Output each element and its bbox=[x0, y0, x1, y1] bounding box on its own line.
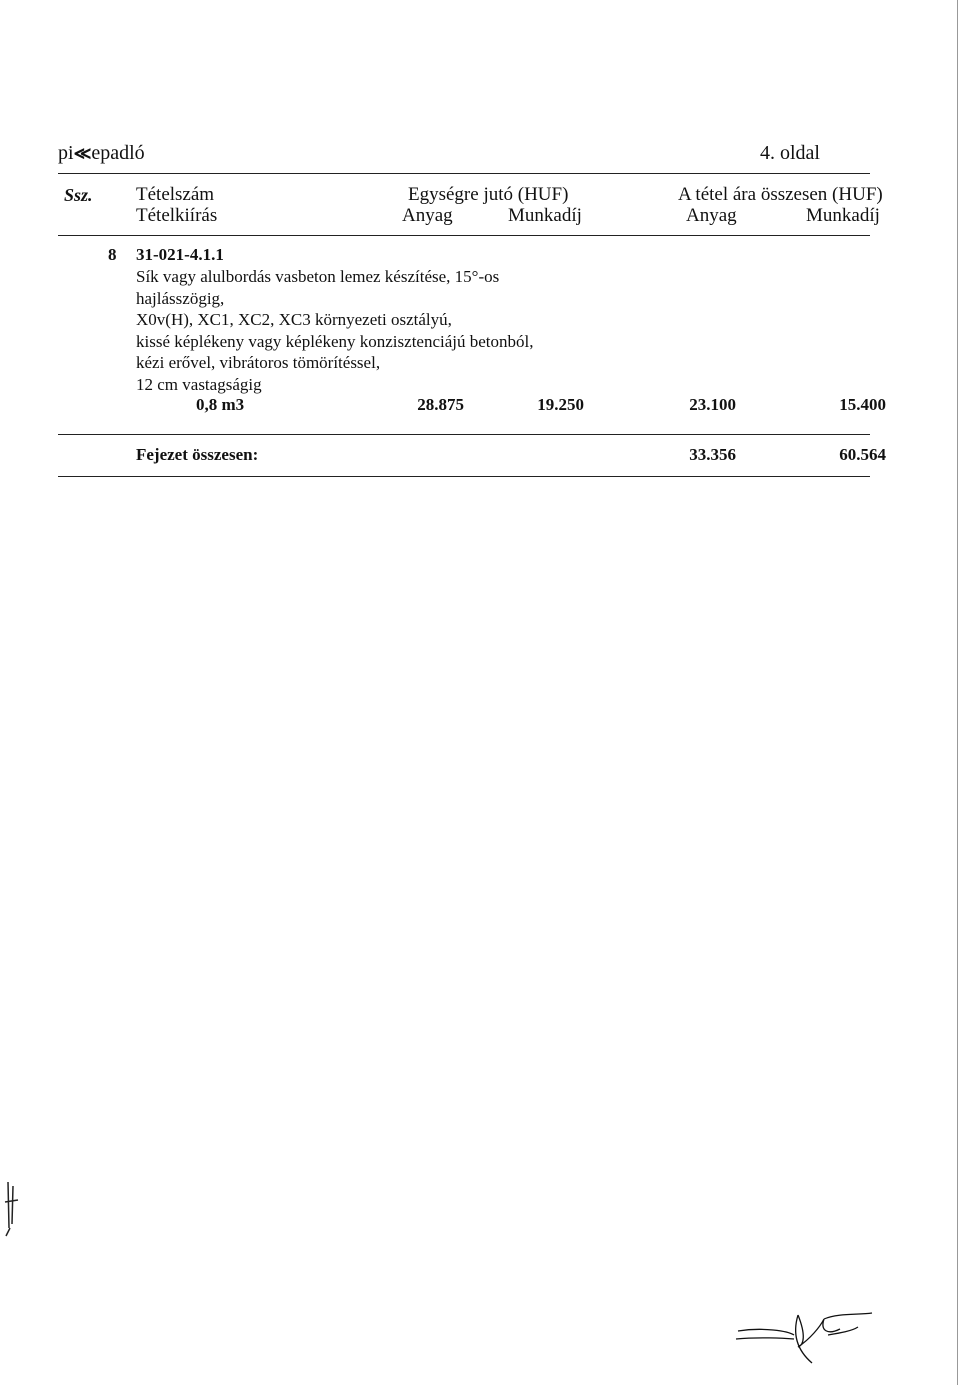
title-rest: epadló bbox=[91, 142, 145, 164]
description-line: hajlásszögig, bbox=[136, 288, 225, 308]
header-rule bbox=[58, 173, 870, 174]
title-prefix: pi bbox=[58, 142, 74, 164]
scan-edge-line bbox=[957, 0, 958, 1385]
column-unit-price-group: Egységre jutó (HUF) bbox=[408, 184, 569, 205]
column-ssz: Ssz. bbox=[64, 185, 93, 205]
title-handwritten-mark: ≪ bbox=[73, 144, 92, 163]
summary-rule bbox=[58, 476, 870, 477]
item-total-anyag: 23.100 bbox=[689, 395, 736, 414]
summary-anyag: 33.356 bbox=[689, 445, 736, 464]
page-number: 4. oldal bbox=[760, 142, 820, 164]
item-rule bbox=[58, 434, 870, 435]
item-code: 31-021-4.1.1 bbox=[136, 245, 224, 264]
description-line: kissé képlékeny vagy képlékeny konzisztenciájú betonból, bbox=[136, 331, 534, 351]
summary-munkadij: 60.564 bbox=[839, 445, 886, 464]
column-total-group: A tétel ára összesen (HUF) bbox=[678, 184, 883, 205]
item-quantity: 0,8 m3 bbox=[196, 395, 245, 414]
column-unit-munkadij: Munkadíj bbox=[508, 205, 582, 226]
item-ssz: 8 bbox=[108, 245, 117, 264]
column-tetelszam: Tételszám bbox=[136, 184, 215, 205]
signature-visible-drawing-icon bbox=[728, 1305, 878, 1365]
description-line: 12 cm vastagságig bbox=[136, 374, 262, 394]
column-total-munkadij: Munkadíj bbox=[806, 205, 880, 226]
column-total-anyag: Anyag bbox=[686, 205, 737, 226]
column-unit-anyag: Anyag bbox=[402, 205, 453, 226]
item-unit-munkadij: 19.250 bbox=[537, 395, 584, 414]
document-title bbox=[58, 142, 145, 165]
description-line: kézi erővel, vibrátoros tömörítéssel, bbox=[136, 353, 381, 372]
item-description bbox=[136, 266, 534, 395]
item-unit-anyag: 28.875 bbox=[417, 395, 464, 414]
item-total-munkadij: 15.400 bbox=[839, 395, 886, 414]
column-tetelkiiras: Tételkiírás bbox=[136, 205, 218, 226]
margin-scribble-icon bbox=[0, 1178, 24, 1238]
description-line: Sík vagy alulbordás vasbeton lemez készítése, 15°-os bbox=[136, 267, 500, 286]
column-header-rule bbox=[58, 235, 870, 236]
summary-label: Fejezet összesen: bbox=[136, 445, 259, 464]
description-line: X0v(H), XC1, XC2, XC3 környezeti osztályú, bbox=[136, 310, 452, 329]
